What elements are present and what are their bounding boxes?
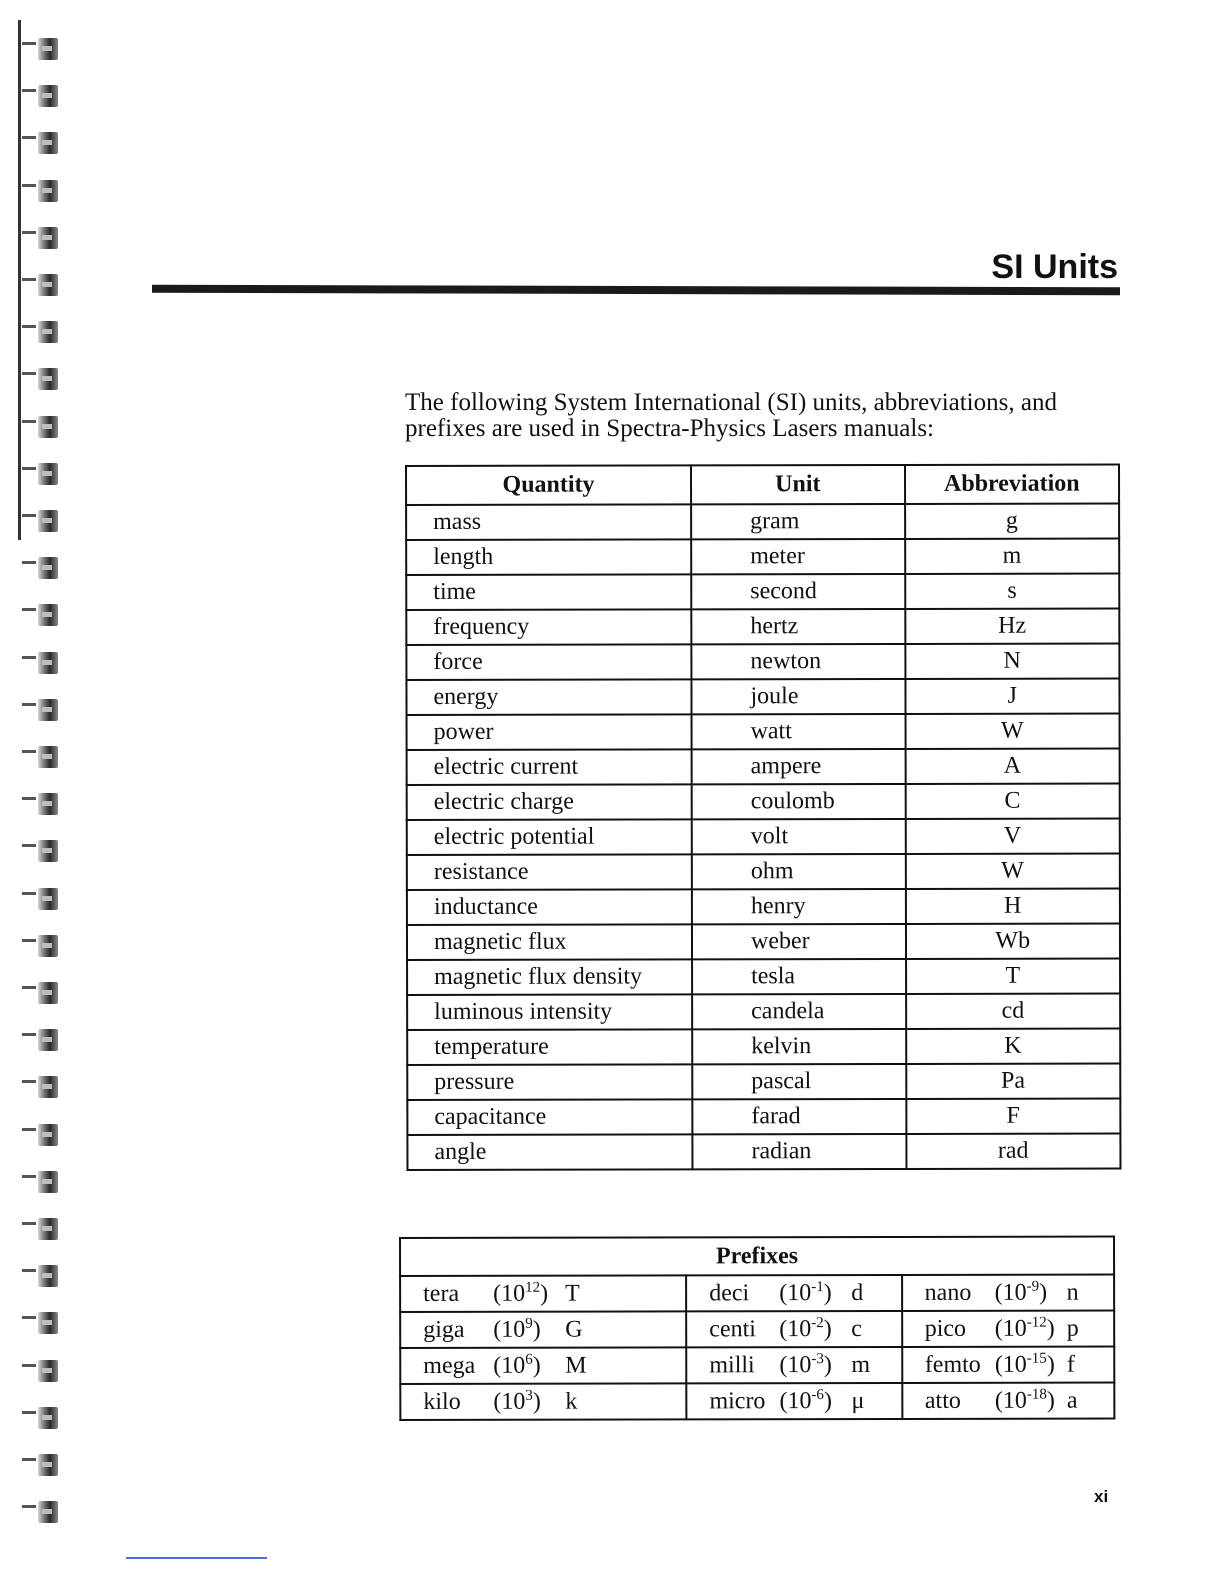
abbreviation-cell: rad: [906, 1134, 1121, 1169]
binding-ring: [22, 38, 62, 62]
prefix-name: centi: [709, 1315, 756, 1342]
unit-cell: hertz: [691, 609, 905, 644]
si-units-table: [405, 464, 1121, 1171]
unit-cell: weber: [692, 924, 906, 959]
prefix-exponent: -12: [1026, 1314, 1047, 1331]
abbreviation-cell: V: [905, 819, 1120, 854]
binding-ring: [22, 227, 62, 251]
table-row: [406, 609, 1119, 645]
binding-edge: [18, 20, 21, 540]
prefix-symbol: G: [565, 1316, 583, 1343]
prefix-symbol: T: [565, 1280, 580, 1307]
prefix-symbol: c: [851, 1315, 862, 1342]
quantity-cell: magnetic flux: [407, 924, 692, 960]
prefix-name: kilo: [423, 1388, 461, 1415]
binding-block: [38, 1501, 58, 1523]
table-row: [407, 819, 1120, 855]
binding-ring: [22, 510, 62, 534]
binding-hook: [22, 608, 36, 611]
abbreviation-cell: s: [905, 574, 1120, 609]
prefix-name: femto: [924, 1351, 981, 1378]
prefix-cell: [686, 1347, 902, 1383]
binding-ring: [22, 1076, 62, 1100]
table-row: [407, 714, 1120, 750]
prefix-power: $(10^3)$: [493, 1387, 541, 1415]
binding-block: [38, 274, 58, 296]
binding-hook: [22, 656, 36, 659]
prefix-power: $(10^6)$: [493, 1351, 541, 1379]
table-row: [407, 1134, 1120, 1170]
binding-ring: [22, 604, 62, 628]
binding-block: [38, 1076, 58, 1098]
binding-hook: [22, 136, 36, 139]
unit-cell: watt: [692, 714, 906, 749]
prefix-cell: [400, 1311, 686, 1348]
binding-ring: [22, 132, 62, 156]
prefix-power: $(10^{-9})$: [994, 1278, 1048, 1306]
quantity-cell: length: [406, 539, 691, 575]
prefix-cell: [902, 1275, 1115, 1311]
table-row: [407, 959, 1120, 995]
unit-cell: tesla: [692, 959, 906, 994]
prefix-row: [400, 1311, 1114, 1348]
binding-block: [38, 1029, 58, 1051]
quantity-cell: inductance: [407, 889, 692, 925]
prefix-name: pico: [924, 1315, 967, 1342]
binding-block: [38, 1124, 58, 1146]
prefix-exponent: -18: [1026, 1386, 1047, 1403]
binding-hook: [22, 1458, 36, 1461]
table-row: [407, 854, 1120, 890]
unit-cell: gram: [691, 504, 905, 539]
table-row: [406, 679, 1119, 715]
binding-hook: [22, 1505, 36, 1508]
prefix-symbol: n: [1066, 1279, 1079, 1306]
binding-block: [38, 463, 58, 485]
prefix-power: $(10^{-3})$: [779, 1350, 832, 1378]
quantity-cell: mass: [406, 504, 691, 540]
binding-ring: [22, 1360, 62, 1384]
prefix-power: $(10^{-2})$: [779, 1314, 832, 1342]
binding-hook: [22, 467, 36, 470]
binding-hook: [22, 1364, 36, 1367]
binding-ring: [22, 1407, 62, 1431]
binding-hook: [22, 1128, 36, 1131]
quantity-cell: temperature: [407, 1029, 692, 1065]
binding-ring: [22, 1265, 62, 1289]
binding-block: [38, 510, 58, 532]
prefix-power: $(10^{-12})$: [994, 1314, 1055, 1342]
unit-cell: radian: [692, 1134, 906, 1169]
page-number: xi: [1094, 1487, 1109, 1506]
prefix-cell: [902, 1347, 1115, 1383]
table-row: [407, 889, 1120, 925]
binding-ring: [22, 463, 62, 487]
footer-rule: [126, 1557, 267, 1559]
binding-block: [38, 935, 58, 957]
prefix-exponent: -15: [1026, 1350, 1047, 1367]
abbreviation-cell: C: [905, 784, 1120, 819]
prefix-exponent: -9: [1026, 1278, 1040, 1295]
binding-block: [38, 793, 58, 815]
prefix-exponent: 6: [525, 1351, 533, 1368]
table-row: [406, 574, 1119, 610]
binding-block: [38, 1171, 58, 1193]
quantity-cell: electric current: [407, 749, 692, 785]
binding-block: [38, 840, 58, 862]
binding-block: [38, 227, 58, 249]
binding-hook: [22, 703, 36, 706]
unit-cell: ohm: [692, 854, 906, 889]
prefix-cell: [400, 1275, 686, 1312]
table-row: [407, 924, 1120, 960]
binding-hook: [22, 892, 36, 895]
binding-ring: [22, 274, 62, 298]
quantity-cell: electric charge: [407, 784, 692, 820]
binding-ring: [22, 1218, 62, 1242]
quantity-cell: pressure: [407, 1064, 692, 1100]
quantity-cell: frequency: [406, 609, 691, 645]
binding-block: [38, 1360, 58, 1382]
prefix-name: mega: [423, 1352, 476, 1379]
binding-block: [38, 1218, 58, 1240]
abbreviation-cell: T: [906, 959, 1121, 994]
binding-ring: [22, 85, 62, 109]
prefix-exponent: 9: [525, 1315, 533, 1332]
title-rule: [152, 285, 1120, 296]
prefix-symbol: m: [851, 1351, 871, 1378]
prefix-symbol: p: [1066, 1315, 1079, 1342]
prefix-name: deci: [709, 1279, 750, 1306]
abbreviation-cell: K: [906, 1029, 1121, 1064]
binding-block: [38, 888, 58, 910]
binding-hook: [22, 1080, 36, 1083]
prefix-power: $(10^{-1})$: [779, 1278, 832, 1306]
binding-ring: [22, 557, 62, 581]
prefix-name: milli: [709, 1351, 755, 1378]
binding-ring: [22, 1171, 62, 1195]
binding-hook: [22, 797, 36, 800]
table-row: [407, 749, 1120, 785]
binding-block: [38, 368, 58, 390]
table-row: [406, 644, 1119, 680]
unit-cell: ampere: [692, 749, 906, 784]
binding-ring: [22, 1312, 62, 1336]
prefix-exponent: 3: [525, 1387, 533, 1404]
abbreviation-cell: cd: [906, 994, 1121, 1029]
binding-ring: [22, 746, 62, 770]
binding-ring: [22, 321, 62, 345]
prefix-symbol: d: [851, 1279, 864, 1306]
prefix-symbol: a: [1066, 1387, 1078, 1414]
prefix-cell: [902, 1383, 1115, 1419]
binding-hook: [22, 844, 36, 847]
prefix-cell: [400, 1383, 686, 1420]
prefix-name: atto: [924, 1387, 961, 1414]
header-quantity: Quantity: [406, 465, 691, 505]
header-unit: Unit: [691, 465, 905, 504]
table-row: [407, 784, 1120, 820]
prefix-cell: [686, 1383, 902, 1419]
binding-ring: [22, 935, 62, 959]
prefix-power: $(10^{-18})$: [994, 1386, 1055, 1414]
units-table-body: [406, 504, 1120, 1170]
binding-block: [38, 416, 58, 438]
prefix-symbol: M: [565, 1352, 587, 1379]
binding-block: [38, 180, 58, 202]
unit-cell: meter: [691, 539, 905, 574]
binding-ring: [22, 416, 62, 440]
prefix-symbol: μ: [851, 1387, 865, 1414]
binding-hook: [22, 1033, 36, 1036]
prefix-power: $(10^9)$: [493, 1315, 541, 1343]
binding-hook: [22, 514, 36, 517]
binding-hook: [22, 561, 36, 564]
quantity-cell: force: [406, 644, 691, 680]
binding-ring: [22, 982, 62, 1006]
binding-hook: [22, 1269, 36, 1272]
binding-hook: [22, 1316, 36, 1319]
quantity-cell: power: [407, 714, 692, 750]
prefix-name: giga: [423, 1316, 465, 1343]
prefix-power: $(10^{-15})$: [994, 1350, 1055, 1378]
abbreviation-cell: H: [905, 889, 1120, 924]
abbreviation-cell: Pa: [906, 1064, 1121, 1099]
unit-cell: newton: [691, 644, 905, 679]
binding-block: [38, 1407, 58, 1429]
binding-block: [38, 557, 58, 579]
abbreviation-cell: Hz: [905, 609, 1120, 644]
binding-ring: [22, 888, 62, 912]
binding-hook: [22, 1411, 36, 1414]
binding-ring: [22, 652, 62, 676]
prefixes-table-body: [400, 1275, 1114, 1420]
abbreviation-cell: Wb: [905, 924, 1120, 959]
prefix-cell: [686, 1275, 902, 1311]
quantity-cell: time: [406, 574, 691, 610]
abbreviation-cell: J: [905, 679, 1120, 714]
binding-hook: [22, 1222, 36, 1225]
prefix-row: [400, 1383, 1114, 1420]
prefix-name: micro: [709, 1387, 766, 1414]
quantity-cell: resistance: [407, 854, 692, 890]
unit-cell: second: [691, 574, 905, 609]
binding-hook: [22, 325, 36, 328]
abbreviation-cell: W: [905, 854, 1120, 889]
header-abbreviation: Abbreviation: [905, 465, 1120, 504]
quantity-cell: magnetic flux density: [407, 959, 692, 995]
page-title: SI Units: [991, 248, 1118, 286]
binding-ring: [22, 840, 62, 864]
spiral-binding: [0, 0, 80, 1584]
binding-hook: [22, 986, 36, 989]
prefixes-header-row: [400, 1237, 1114, 1276]
unit-cell: henry: [692, 889, 906, 924]
prefix-power: $(10^{12})$: [493, 1279, 549, 1307]
binding-block: [38, 699, 58, 721]
binding-ring: [22, 1029, 62, 1053]
prefix-name: nano: [924, 1279, 972, 1306]
binding-block: [38, 1312, 58, 1334]
quantity-cell: angle: [407, 1134, 692, 1170]
prefix-row: [400, 1347, 1114, 1384]
binding-hook: [22, 1175, 36, 1178]
binding-block: [38, 1265, 58, 1287]
binding-block: [38, 982, 58, 1004]
prefix-cell: [686, 1311, 902, 1347]
binding-ring: [22, 793, 62, 817]
prefix-name: tera: [423, 1280, 460, 1307]
table-header-row: [406, 465, 1119, 505]
binding-block: [38, 321, 58, 343]
unit-cell: volt: [692, 819, 906, 854]
binding-ring: [22, 699, 62, 723]
quantity-cell: electric potential: [407, 819, 692, 855]
binding-hook: [22, 372, 36, 375]
abbreviation-cell: N: [905, 644, 1120, 679]
unit-cell: pascal: [692, 1064, 906, 1099]
table-row: [407, 1029, 1120, 1065]
prefix-symbol: f: [1066, 1351, 1075, 1378]
binding-ring: [22, 1124, 62, 1148]
binding-hook: [22, 750, 36, 753]
abbreviation-cell: W: [905, 714, 1120, 749]
prefix-symbol: k: [565, 1388, 578, 1415]
binding-block: [38, 604, 58, 626]
table-row: [407, 1064, 1120, 1100]
binding-hook: [22, 231, 36, 234]
binding-block: [38, 132, 58, 154]
binding-block: [38, 85, 58, 107]
abbreviation-cell: F: [906, 1099, 1121, 1134]
abbreviation-cell: g: [905, 504, 1120, 539]
binding-hook: [22, 420, 36, 423]
binding-ring: [22, 368, 62, 392]
quantity-cell: luminous intensity: [407, 994, 692, 1030]
unit-cell: joule: [691, 679, 905, 714]
binding-block: [38, 1454, 58, 1476]
binding-hook: [22, 939, 36, 942]
prefix-cell: [400, 1347, 686, 1384]
prefix-exponent: 12: [525, 1279, 541, 1296]
unit-cell: candela: [692, 994, 906, 1029]
abbreviation-cell: A: [905, 749, 1120, 784]
binding-hook: [22, 278, 36, 281]
binding-ring: [22, 1454, 62, 1478]
binding-block: [38, 652, 58, 674]
intro-paragraph: The following System International (SI) units, abbreviations, and prefixes are used in Spectra-Physics Lasers manuals:: [405, 389, 1057, 442]
table-row: [406, 504, 1119, 540]
binding-ring: [22, 180, 62, 204]
prefix-power: $(10^{-6})$: [779, 1386, 832, 1414]
binding-block: [38, 746, 58, 768]
prefix-exponent: -3: [811, 1350, 824, 1367]
binding-hook: [22, 42, 36, 45]
quantity-cell: energy: [406, 679, 691, 715]
binding-block: [38, 38, 58, 60]
prefix-cell: [902, 1311, 1115, 1347]
unit-cell: kelvin: [692, 1029, 906, 1064]
abbreviation-cell: m: [905, 539, 1120, 574]
unit-cell: farad: [692, 1099, 906, 1134]
unit-cell: coulomb: [692, 784, 906, 819]
prefix-exponent: -6: [811, 1386, 824, 1403]
prefix-exponent: -1: [811, 1278, 824, 1295]
prefix-row: [400, 1275, 1114, 1312]
binding-hook: [22, 184, 36, 187]
quantity-cell: capacitance: [407, 1099, 692, 1135]
prefix-exponent: -2: [811, 1314, 824, 1331]
binding-ring: [22, 1501, 62, 1525]
table-row: [406, 539, 1119, 575]
table-row: [407, 994, 1120, 1030]
binding-hook: [22, 89, 36, 92]
prefixes-table: [399, 1236, 1115, 1421]
prefixes-header: Prefixes: [400, 1237, 1114, 1276]
table-row: [407, 1099, 1120, 1135]
